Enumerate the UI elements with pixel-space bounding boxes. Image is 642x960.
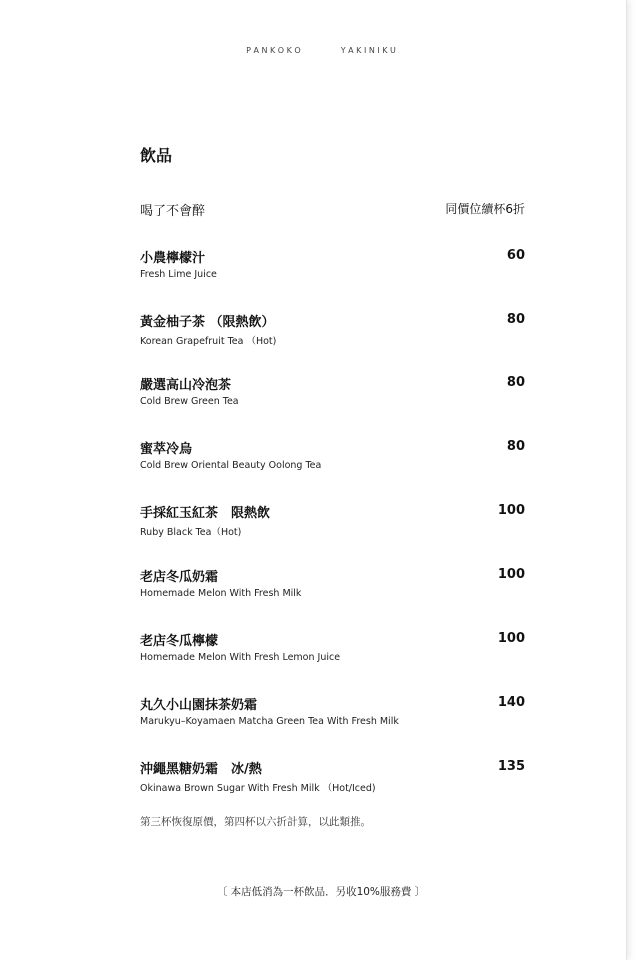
menu-item	[140, 630, 525, 670]
item-name-zh: 蜜萃冷烏	[140, 442, 193, 457]
section-title: 飲品	[140, 146, 173, 165]
item-price: 100	[497, 631, 525, 646]
footer-note: 〔 本店低消為一杯飲品．另收10%服務費 〕	[216, 886, 426, 898]
menu-item	[140, 566, 525, 606]
sub-header-title: 喝了不會醉	[140, 204, 206, 219]
item-name-zh: 沖繩黑糖奶霜 冰/熱	[140, 762, 262, 777]
item-name-zh: 丸久小山園抹茶奶霜	[140, 698, 258, 713]
refill-policy-note: 第三杯恢復原價，第四杯以六折計算，以此類推。	[140, 816, 371, 828]
item-name-en: Homemade Melon With Fresh Milk	[140, 588, 302, 599]
item-price: 80	[506, 312, 525, 327]
item-name-en: Cold Brew Oriental Beauty Oolong Tea	[140, 460, 322, 471]
item-name-zh: 手採紅玉紅茶 限熱飲	[140, 506, 271, 521]
item-name-en: Marukyu–Koyamaen Matcha Green Tea With Fresh Milk	[140, 716, 399, 727]
item-name-en: Korean Grapefruit Tea （Hot)	[140, 336, 277, 347]
item-price: 100	[497, 503, 525, 518]
item-name-en: Cold Brew Green Tea	[140, 396, 239, 407]
item-price: 135	[497, 759, 525, 774]
menu-item	[140, 758, 525, 798]
item-price: 140	[497, 695, 525, 710]
item-name-en: Okinawa Brown Sugar With Fresh Milk （Hot/Iced)	[140, 783, 376, 794]
item-name-zh: 老店冬瓜奶霜	[140, 570, 219, 585]
menu-item	[140, 694, 525, 734]
item-price: 80	[506, 439, 525, 454]
item-name-zh: 黃金柚子茶 （限熱飲）	[140, 315, 275, 330]
brand-name: P A N K O K O	[246, 46, 301, 55]
menu-item	[140, 247, 525, 287]
item-name-zh: 嚴選高山冷泡茶	[140, 378, 232, 393]
menu-item	[140, 374, 525, 414]
menu-item	[140, 311, 525, 351]
menu-item	[140, 502, 525, 542]
item-name-zh: 小農檸檬汁	[140, 251, 206, 266]
refill-note: 同價位續杯6折	[445, 202, 525, 216]
brand-subtitle: Y A K I N I K U	[340, 46, 396, 55]
item-name-en: Fresh Lime Juice	[140, 269, 217, 280]
brand-header	[0, 46, 642, 55]
item-name-en: Homemade Melon With Fresh Lemon Juice	[140, 652, 341, 663]
menu-item	[140, 438, 525, 478]
item-price: 100	[497, 567, 525, 582]
item-price: 80	[506, 375, 525, 390]
item-name-zh: 老店冬瓜檸檬	[140, 634, 219, 649]
item-price: 60	[506, 248, 525, 263]
item-name-en: Ruby Black Tea（Hot)	[140, 527, 242, 538]
